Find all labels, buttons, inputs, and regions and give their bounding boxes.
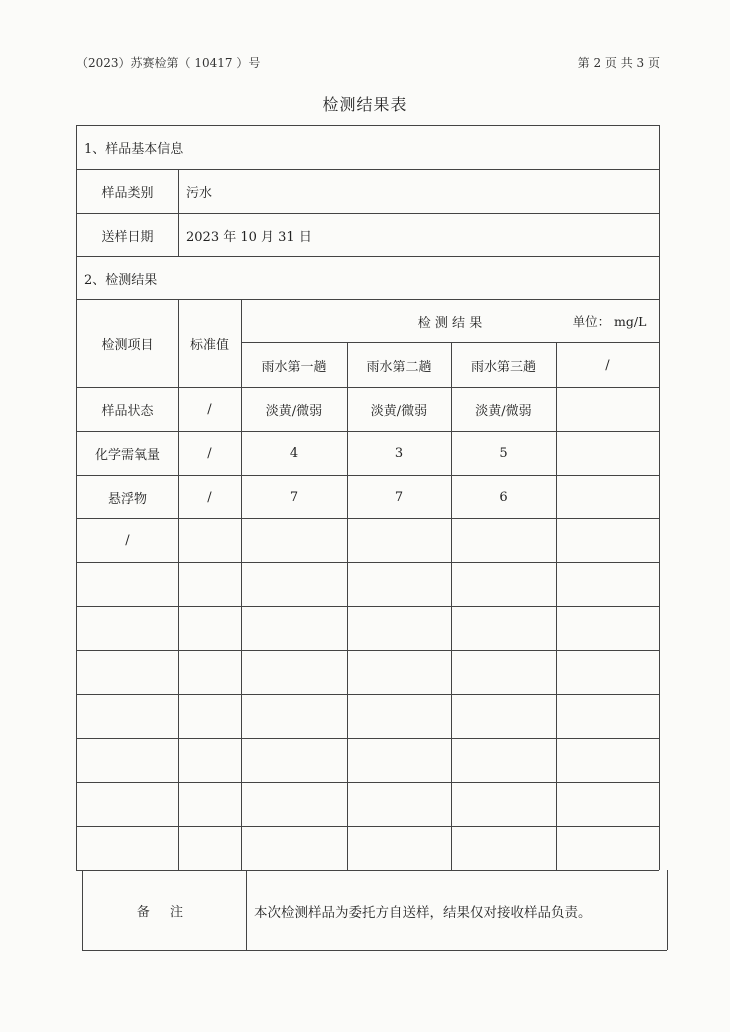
row-run-3: 淡黄/微弱 [475, 404, 532, 419]
row-run-2: 7 [394, 489, 404, 505]
col-header-run-3: 雨水第三趟 [470, 359, 536, 375]
row-run-1 [241, 519, 347, 562]
delivery-date-value: 2023 年 10 月 31 日 [186, 229, 312, 245]
col-header-extra: / [605, 357, 610, 373]
col-header-results: 检 测 结 果 [417, 315, 483, 331]
row-run-3: 5 [499, 446, 508, 461]
row-run-2: 3 [394, 446, 404, 461]
row-extra [556, 476, 659, 518]
row-extra [556, 432, 659, 475]
delivery-date-label: 送样日期 [101, 229, 154, 245]
row-run-2 [347, 519, 451, 562]
row-extra [556, 388, 659, 431]
col-header-run-2: 雨水第二趟 [366, 359, 432, 375]
col-header-standard: 标准值 [189, 338, 229, 353]
sample-type-value: 污水 [186, 186, 213, 201]
row-item: 化学需氧量 [94, 448, 160, 463]
unit-label: 单位： mg/L [572, 314, 647, 329]
page-info: 第 2 页 共 3 页 [577, 56, 660, 70]
row-extra [556, 519, 659, 562]
remarks-text: 本次检测样品为委托方自送样，结果仅对接收样品负责。 [254, 904, 592, 921]
row-standard: / [207, 489, 212, 505]
row-standard [178, 519, 241, 562]
sample-type-label: 样品类别 [101, 186, 154, 201]
row-item: 悬浮物 [107, 491, 147, 507]
section-1-heading: 1、样品基本信息 [84, 142, 184, 157]
row-item: / [125, 533, 130, 548]
row-run-2: 淡黄/微弱 [370, 404, 428, 419]
row-run-1: 7 [289, 489, 299, 505]
row-standard: / [207, 402, 212, 417]
row-item: 样品状态 [101, 404, 154, 419]
row-standard: / [207, 446, 212, 461]
section-2-heading: 2、检测结果 [84, 272, 158, 288]
col-header-item: 检测项目 [101, 338, 154, 353]
row-run-1: 淡黄/微弱 [265, 404, 323, 419]
row-run-3: 6 [499, 489, 508, 505]
row-run-1: 4 [289, 446, 299, 461]
row-run-3 [451, 519, 556, 562]
page-title: 检测结果表 [322, 95, 408, 114]
remarks-label: 备 注 [136, 905, 192, 920]
col-header-run-1: 雨水第一趟 [261, 359, 327, 375]
report-number: （2023）苏赛检第（ 10417 ）号 [76, 56, 261, 70]
